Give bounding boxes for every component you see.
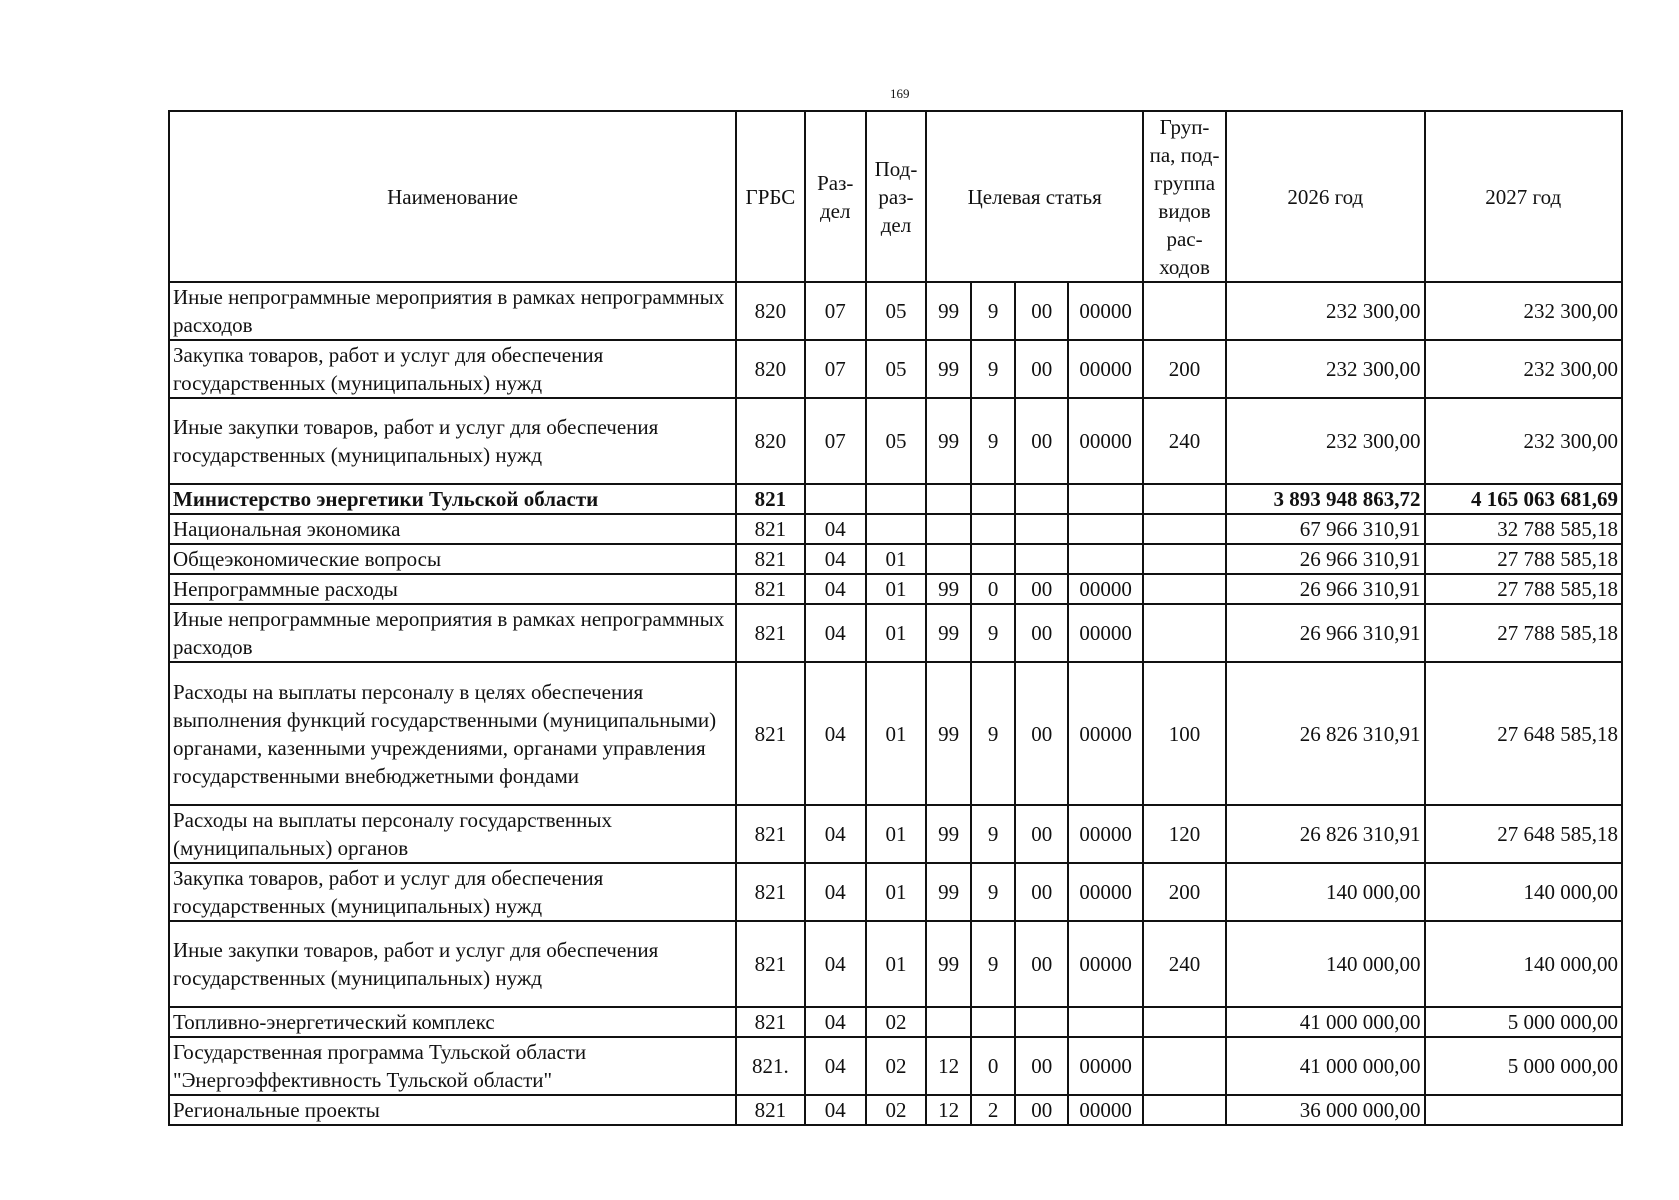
row-target-1 (926, 544, 971, 574)
row-expense-group (1143, 1095, 1226, 1125)
table-row (169, 514, 1622, 544)
table-row (169, 574, 1622, 604)
row-target-3: 00 (1015, 805, 1068, 863)
row-target-1: 99 (926, 863, 971, 921)
row-razdel: 07 (805, 398, 866, 484)
row-razdel: 04 (805, 514, 866, 544)
row-target-1: 99 (926, 282, 971, 340)
row-expense-group (1143, 1007, 1226, 1037)
row-name: Региональные проекты (169, 1095, 736, 1125)
row-grbs: 821 (736, 544, 805, 574)
row-2027: 232 300,00 (1425, 398, 1623, 484)
row-target-4: 00000 (1068, 398, 1143, 484)
row-podrazdel: 01 (866, 805, 927, 863)
row-podrazdel: 01 (866, 574, 927, 604)
row-podrazdel: 02 (866, 1007, 927, 1037)
row-target-1: 99 (926, 662, 971, 805)
row-target-3: 00 (1015, 662, 1068, 805)
row-razdel (805, 484, 866, 514)
row-2027: 140 000,00 (1425, 921, 1623, 1007)
row-target-4: 00000 (1068, 604, 1143, 662)
row-target-1: 12 (926, 1095, 971, 1125)
header-target-article: Целевая статья (926, 111, 1143, 282)
row-podrazdel: 01 (866, 662, 927, 805)
row-target-2: 0 (971, 574, 1016, 604)
table-row (169, 805, 1622, 863)
row-expense-group: 100 (1143, 662, 1226, 805)
row-name: Иные закупки товаров, работ и услуг для обеспечения государственных (муниципальных) нужд (169, 398, 736, 484)
row-grbs: 820 (736, 282, 805, 340)
row-2026: 232 300,00 (1226, 282, 1424, 340)
table-row (169, 863, 1622, 921)
row-target-2: 9 (971, 921, 1016, 1007)
row-razdel: 04 (805, 921, 866, 1007)
row-expense-group: 200 (1143, 340, 1226, 398)
row-target-2 (971, 484, 1016, 514)
header-2026: 2026 год (1226, 111, 1424, 282)
row-name: Министерство энергетики Тульской области (169, 484, 736, 514)
row-name: Иные закупки товаров, работ и услуг для обеспечения государственных (муниципальных) нужд (169, 921, 736, 1007)
table-row (169, 662, 1622, 805)
row-grbs: 821 (736, 574, 805, 604)
row-target-1: 99 (926, 574, 971, 604)
row-podrazdel (866, 484, 927, 514)
row-target-2 (971, 514, 1016, 544)
row-podrazdel: 05 (866, 282, 927, 340)
row-razdel: 04 (805, 863, 866, 921)
row-target-1: 99 (926, 805, 971, 863)
budget-table (168, 110, 1623, 1126)
row-podrazdel: 02 (866, 1095, 927, 1125)
row-podrazdel: 01 (866, 921, 927, 1007)
table-row (169, 544, 1622, 574)
row-expense-group (1143, 484, 1226, 514)
row-podrazdel: 01 (866, 604, 927, 662)
row-expense-group: 120 (1143, 805, 1226, 863)
row-target-1: 99 (926, 604, 971, 662)
row-name: Общеэкономические вопросы (169, 544, 736, 574)
row-target-2 (971, 544, 1016, 574)
row-target-2: 9 (971, 398, 1016, 484)
row-razdel: 04 (805, 1007, 866, 1037)
row-2026: 232 300,00 (1226, 398, 1424, 484)
row-target-4: 00000 (1068, 662, 1143, 805)
row-razdel: 04 (805, 544, 866, 574)
table-row (169, 1095, 1622, 1125)
row-target-3: 00 (1015, 604, 1068, 662)
row-target-2: 9 (971, 662, 1016, 805)
header-podrazdel: Под- раз- дел (866, 111, 927, 282)
row-target-3 (1015, 1007, 1068, 1037)
page-number: 169 (890, 86, 910, 101)
row-2027: 5 000 000,00 (1425, 1007, 1623, 1037)
row-expense-group (1143, 544, 1226, 574)
row-grbs: 821 (736, 1007, 805, 1037)
table-header-row (169, 111, 1622, 282)
table-row (169, 921, 1622, 1007)
row-target-2 (971, 1007, 1016, 1037)
row-expense-group: 200 (1143, 863, 1226, 921)
row-target-2: 9 (971, 863, 1016, 921)
header-2027: 2027 год (1425, 111, 1623, 282)
row-grbs: 820 (736, 340, 805, 398)
row-razdel: 07 (805, 282, 866, 340)
row-target-1 (926, 484, 971, 514)
row-target-4: 00000 (1068, 921, 1143, 1007)
row-target-3: 00 (1015, 574, 1068, 604)
row-target-3 (1015, 484, 1068, 514)
row-2026: 26 826 310,91 (1226, 662, 1424, 805)
row-2027 (1425, 1095, 1623, 1125)
row-target-1 (926, 1007, 971, 1037)
row-target-2: 0 (971, 1037, 1016, 1095)
row-expense-group (1143, 604, 1226, 662)
row-podrazdel (866, 514, 927, 544)
row-razdel: 04 (805, 662, 866, 805)
row-target-4: 00000 (1068, 1095, 1143, 1125)
row-grbs: 821 (736, 604, 805, 662)
row-target-3 (1015, 514, 1068, 544)
table-row (169, 282, 1622, 340)
table-row (169, 1007, 1622, 1037)
row-2027: 27 648 585,18 (1425, 662, 1623, 805)
row-expense-group: 240 (1143, 921, 1226, 1007)
row-2027: 27 648 585,18 (1425, 805, 1623, 863)
row-name: Иные непрограммные мероприятия в рамках непрограммных расходов (169, 604, 736, 662)
row-target-3: 00 (1015, 398, 1068, 484)
table-row (169, 484, 1622, 514)
row-expense-group (1143, 282, 1226, 340)
row-expense-group: 240 (1143, 398, 1226, 484)
row-podrazdel: 05 (866, 340, 927, 398)
row-target-3 (1015, 544, 1068, 574)
row-target-3: 00 (1015, 863, 1068, 921)
row-name: Расходы на выплаты персоналу государственных (муниципальных) органов (169, 805, 736, 863)
row-2026: 26 826 310,91 (1226, 805, 1424, 863)
row-2026: 67 966 310,91 (1226, 514, 1424, 544)
row-name: Иные непрограммные мероприятия в рамках непрограммных расходов (169, 282, 736, 340)
row-target-2: 9 (971, 805, 1016, 863)
row-target-3: 00 (1015, 1037, 1068, 1095)
row-target-3: 00 (1015, 1095, 1068, 1125)
row-grbs: 820 (736, 398, 805, 484)
table-row (169, 1037, 1622, 1095)
row-target-4 (1068, 484, 1143, 514)
header-grbs: ГРБС (736, 111, 805, 282)
row-name: Топливно-энергетический комплекс (169, 1007, 736, 1037)
row-target-2: 9 (971, 282, 1016, 340)
row-podrazdel: 01 (866, 544, 927, 574)
row-name: Закупка товаров, работ и услуг для обеспечения государственных (муниципальных) нужд (169, 340, 736, 398)
row-razdel: 04 (805, 1095, 866, 1125)
header-name: Наименование (169, 111, 736, 282)
row-target-4: 00000 (1068, 805, 1143, 863)
header-razdel: Раз- дел (805, 111, 866, 282)
row-target-2: 9 (971, 340, 1016, 398)
row-2027: 32 788 585,18 (1425, 514, 1623, 544)
row-target-4: 00000 (1068, 282, 1143, 340)
row-grbs: 821 (736, 863, 805, 921)
row-2026: 140 000,00 (1226, 921, 1424, 1007)
row-name: Государственная программа Тульской области "Энергоэффективность Тульской области" (169, 1037, 736, 1095)
row-target-4: 00000 (1068, 1037, 1143, 1095)
row-2026: 36 000 000,00 (1226, 1095, 1424, 1125)
row-grbs: 821 (736, 484, 805, 514)
row-2027: 27 788 585,18 (1425, 544, 1623, 574)
row-razdel: 04 (805, 574, 866, 604)
row-razdel: 04 (805, 604, 866, 662)
row-2027: 4 165 063 681,69 (1425, 484, 1623, 514)
row-name: Национальная экономика (169, 514, 736, 544)
row-razdel: 07 (805, 340, 866, 398)
row-2026: 232 300,00 (1226, 340, 1424, 398)
row-podrazdel: 05 (866, 398, 927, 484)
row-target-1 (926, 514, 971, 544)
row-target-1: 99 (926, 340, 971, 398)
row-target-1: 99 (926, 921, 971, 1007)
row-podrazdel: 01 (866, 863, 927, 921)
row-target-4 (1068, 1007, 1143, 1037)
row-2026: 3 893 948 863,72 (1226, 484, 1424, 514)
row-2026: 41 000 000,00 (1226, 1037, 1424, 1095)
row-target-3: 00 (1015, 921, 1068, 1007)
row-2026: 26 966 310,91 (1226, 604, 1424, 662)
row-grbs: 821. (736, 1037, 805, 1095)
row-razdel: 04 (805, 805, 866, 863)
row-2027: 27 788 585,18 (1425, 604, 1623, 662)
row-target-4 (1068, 514, 1143, 544)
row-2026: 26 966 310,91 (1226, 544, 1424, 574)
row-2027: 140 000,00 (1425, 863, 1623, 921)
row-expense-group (1143, 574, 1226, 604)
row-2027: 232 300,00 (1425, 282, 1623, 340)
row-expense-group (1143, 1037, 1226, 1095)
row-target-2: 2 (971, 1095, 1016, 1125)
row-target-3: 00 (1015, 340, 1068, 398)
row-2026: 26 966 310,91 (1226, 574, 1424, 604)
row-2027: 5 000 000,00 (1425, 1037, 1623, 1095)
table-row (169, 340, 1622, 398)
row-target-4: 00000 (1068, 574, 1143, 604)
row-name: Расходы на выплаты персоналу в целях обеспечения выполнения функций государственными (муниципальными) органами, казенными учреждениями, органами управления государственными внебюджетными фондами (169, 662, 736, 805)
row-name: Закупка товаров, работ и услуг для обеспечения государственных (муниципальных) нужд (169, 863, 736, 921)
header-expense-group: Груп- па, под- группа видов рас- ходов (1143, 111, 1226, 282)
row-razdel: 04 (805, 1037, 866, 1095)
row-2027: 27 788 585,18 (1425, 574, 1623, 604)
row-target-4: 00000 (1068, 340, 1143, 398)
row-expense-group (1143, 514, 1226, 544)
row-name: Непрограммные расходы (169, 574, 736, 604)
row-target-4: 00000 (1068, 863, 1143, 921)
table-row (169, 398, 1622, 484)
row-target-2: 9 (971, 604, 1016, 662)
row-2027: 232 300,00 (1425, 340, 1623, 398)
row-grbs: 821 (736, 1095, 805, 1125)
row-grbs: 821 (736, 921, 805, 1007)
row-target-4 (1068, 544, 1143, 574)
row-2026: 41 000 000,00 (1226, 1007, 1424, 1037)
row-target-1: 99 (926, 398, 971, 484)
row-podrazdel: 02 (866, 1037, 927, 1095)
row-target-3: 00 (1015, 282, 1068, 340)
row-grbs: 821 (736, 514, 805, 544)
row-grbs: 821 (736, 662, 805, 805)
row-target-1: 12 (926, 1037, 971, 1095)
row-2026: 140 000,00 (1226, 863, 1424, 921)
row-grbs: 821 (736, 805, 805, 863)
table-row (169, 604, 1622, 662)
